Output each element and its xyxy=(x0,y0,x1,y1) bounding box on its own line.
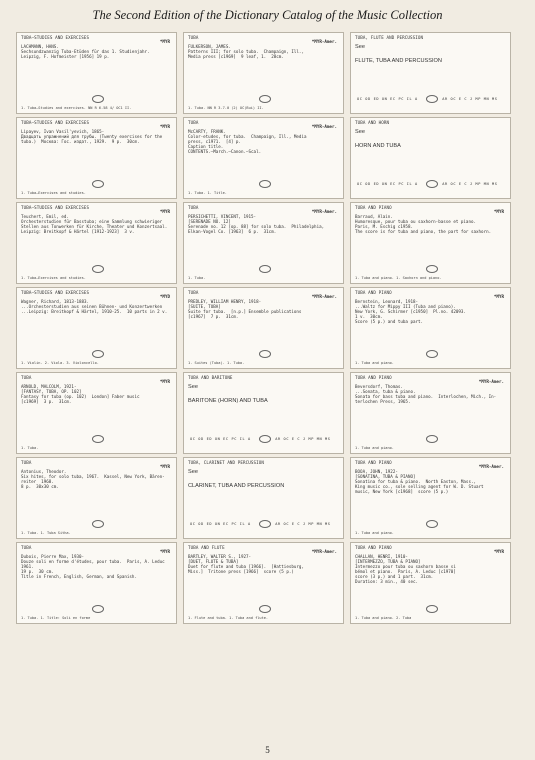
code-right: AR OC E C J MP MN MS xyxy=(442,181,498,186)
card-body: CHALLAN, HENRI, 1910- [INTERMEZZO, TUBA & PIANO] Intermezzo pour tuba ou saxhorn basse si bémol et piano. Paris, A. Leduc [c1970] score (3 p.) and 1 part. 31cm. Duration: 3 min., 40 sec. xyxy=(355,554,456,584)
punch-hole-icon xyxy=(259,520,271,528)
punch-hole-icon xyxy=(92,435,104,443)
punch-hole-icon xyxy=(426,605,438,613)
punch-hole-icon xyxy=(426,520,438,528)
code-right: AR OC E C J MP MN MS xyxy=(275,521,331,526)
card-heading: TUBA xyxy=(188,205,199,210)
card-body: BOOA, JOHN, 1922- [SONATINA, TUBA & PIANO] Sonatina for tuba & piano. North Easton, Mass., King music co., sole selling agent for W. D. Stuart music, New York [c1968] score (5 p.) xyxy=(355,469,484,494)
card-body: See CLARINET, TUBA AND PERCUSSION xyxy=(188,469,285,489)
call-number: *MYR xyxy=(159,549,170,554)
card-body: See HORN AND TUBA xyxy=(355,129,401,149)
card-body: Beversdorf, Thomas. ...Sonata, tuba & piano. Sonata for bass tuba and piano. Interlochen, Mich., In- terlochen Press, 1965. xyxy=(355,384,497,404)
card-tracings: 1. Tuba. 1. Tuba Sitha. xyxy=(21,530,71,535)
card-body: BARTLEY, WALTER S., 1927- [DUET, FLUTE & TUBA] Duet for flute and tuba [1966]. [Hattiesburg, Miss.] Tritone press [1966] score (5 p.) xyxy=(188,554,304,574)
catalog-card xyxy=(16,117,177,199)
card-heading: TUBA xyxy=(21,545,32,550)
card-tracings: 1. Suites (Tuba). 1. Tuba. xyxy=(188,360,245,365)
card-heading: TUBA—STUDIES AND EXERCISES xyxy=(21,205,90,210)
card-heading: TUBA AND FLUTE xyxy=(188,545,225,550)
punch-hole-icon xyxy=(426,180,438,188)
card-tracings: 1. Tuba. 1. Title. xyxy=(188,190,227,195)
punch-hole-icon xyxy=(92,180,104,188)
card-heading: TUBA AND PIANO xyxy=(355,375,392,380)
card-body: Teuchert, Emil, ed. Orchesterstudien für Basstuba; eine Sammlung schwieriger Stellen aus Tonwerken für Kirche, Theater und Konzertsaal. Leipzig: Breitkopf & Härtel [1912-1923] 3 v. xyxy=(21,214,168,234)
call-number: *MYR xyxy=(159,379,170,384)
punch-hole-icon xyxy=(259,180,271,188)
code-left: OC OD ED ON EC PC IL A xyxy=(190,436,251,441)
catalog-card xyxy=(16,202,177,284)
punch-hole-icon xyxy=(259,265,271,273)
punch-hole-icon xyxy=(259,95,271,103)
call-number: *MYR-Amer. xyxy=(311,294,337,299)
card-tracings: 1. Tuba and piano. xyxy=(355,530,394,535)
card-heading: TUBA AND PIANO xyxy=(355,545,392,550)
card-body: Dubois, Pierre Max, 1930- Douze soli en forme d'études, pour tuba. Paris, A. Leduc 1961. 19 p. 30 cm. Title in French, English, German, and Spanish. xyxy=(21,554,165,579)
card-body: Barraud, Alain. Humoresque, pour tuba ou saxhorn-basse et piano. Paris, M. Eschig c1958. The score is for tuba and piano, the part for saxhorn. xyxy=(355,214,492,234)
page-number: 5 xyxy=(265,745,270,755)
punch-hole-icon xyxy=(92,520,104,528)
catalog-card xyxy=(16,287,177,369)
catalog-card xyxy=(183,202,344,284)
card-body: LACHMANN, HANS. Sechsundzwanzig Tuba-Etüden für das 1. Studienjahr. Leipzig, F. Hofmeister [1956] 19 p. xyxy=(21,44,150,59)
card-tracings: 1. Tuba and piano. 2. Tuba xyxy=(355,615,412,620)
call-number: *MYR xyxy=(159,39,170,44)
card-heading: TUBA, FLUTE AND PERCUSSION xyxy=(355,35,424,40)
card-heading: TUBA xyxy=(21,460,32,465)
catalog-card xyxy=(183,542,344,624)
punch-hole-icon xyxy=(92,605,104,613)
punch-hole-icon xyxy=(426,350,438,358)
punch-hole-icon xyxy=(92,95,104,103)
card-tracings: 1. Tuba and piano. xyxy=(355,360,394,365)
card-heading: TUBA AND PIANO xyxy=(355,205,392,210)
card-body: PREDLEY, WILLIAM HENRY, 1918- [SUITE, TUBA] Suite for tuba. [n.p.] Ensemble publications [c1967] 7 p. 31cm. xyxy=(188,299,302,319)
card-heading: TUBA—STUDIES AND EXERCISES xyxy=(21,35,90,40)
punch-hole-icon xyxy=(259,350,271,358)
punch-hole-icon xyxy=(426,435,438,443)
card-body: FULKERSON, JAMES. Patterns III; for solo tuba. Champaign, Ill., Media press [c1969] 9 leaf, 1. 28cm. xyxy=(188,44,304,59)
call-number: *MYR xyxy=(493,294,504,299)
page-header: The Second Edition of the Dictionary Catalog of the Music Collection xyxy=(92,8,443,22)
card-heading: TUBA—STUDIES AND EXERCISES xyxy=(21,290,90,295)
card-body: Bernstein, Leonard, 1918- ...Waltz for Mippy III (Tuba and piano). New York, G. Schirmer [c1950] Pl.no. 42093. 1 v. 30cm. Score (5 p.) and tuba part. xyxy=(355,299,466,324)
code-right: AR OC E C J MP MN MS xyxy=(275,436,331,441)
catalog-card xyxy=(183,287,344,369)
card-body: PERSICHETTI, VINCENT, 1915- [SERENADE NO. 12] Serenade no. 12 [op. 88] for solo tuba. Philadelphia, Elkan-Vogel Co. [1963] 6 p. 31cm. xyxy=(188,214,325,234)
card-tracings: 1. Tuba. NN R 3.7.0 (2) OC(Bui) II. xyxy=(188,105,264,110)
card-body: Antonius, Theodor. Six hites, for solo tuba, 1967. Kassel, New York, Bären- reiter 1968. 8 p. 30x30 cm. xyxy=(21,469,165,489)
card-body: McCARTY, FRANK. Color-etudes, for tuba. Champaign, Ill., Media press, c1971. [4] p. Caption title. CONTENTS.—March.—Canon.—Scal. xyxy=(188,129,307,154)
catalog-card xyxy=(183,457,344,539)
card-heading: TUBA xyxy=(21,375,32,380)
card-heading: TUBA AND PIANO xyxy=(355,290,392,295)
catalog-card xyxy=(183,117,344,199)
card-body: Lipayev, Ivan Vasil'yevich, 1865- Двадцать упражнений для трубы. (Twenty exercises for the tuba.) Москва: Гос. издат., 1929. 9 p. 30cm. xyxy=(21,129,163,144)
call-number: *MYR-Amer. xyxy=(311,124,337,129)
punch-hole-icon xyxy=(92,350,104,358)
call-number: *MYR xyxy=(493,549,504,554)
catalog-card xyxy=(183,32,344,114)
card-tracings: 1. Tuba—Exercises and studies. xyxy=(21,190,86,195)
card-heading: TUBA xyxy=(188,120,199,125)
code-left: OC OD ED ON EC PC IL A xyxy=(190,521,251,526)
call-number: *MYR xyxy=(159,464,170,469)
catalog-card xyxy=(16,542,177,624)
card-tracings: 1. Tuba and piano. 1. Saxhorn and piano. xyxy=(355,275,442,280)
card-tracings: 1. Tuba—Studies and exercises. NN R 6.58 4/ OC1 II. xyxy=(21,105,132,110)
catalog-card xyxy=(183,372,344,454)
card-body: ARNOLD, MALCOLM, 1921- [FANTASY, TUBA, OP. 102] Fantasy for tuba (op. 102) London] Faber music [c1969] 3 p. 31cm. xyxy=(21,384,140,404)
call-number: *MYR xyxy=(159,209,170,214)
card-heading: TUBA, CLARINET AND PERCUSSION xyxy=(188,460,265,465)
punch-hole-icon xyxy=(92,265,104,273)
card-body: See FLUTE, TUBA AND PERCUSSION xyxy=(355,44,442,64)
catalog-card xyxy=(350,32,511,114)
card-heading: TUBA AND BARITONE xyxy=(188,375,233,380)
punch-hole-icon xyxy=(259,435,271,443)
call-number: *MYD xyxy=(159,294,170,299)
catalog-card xyxy=(16,372,177,454)
card-heading: TUBA AND HORN xyxy=(355,120,390,125)
card-heading: TUBA xyxy=(188,35,199,40)
catalog-card xyxy=(350,202,511,284)
card-heading: TUBA xyxy=(188,290,199,295)
punch-hole-icon xyxy=(426,265,438,273)
code-left: OC OD ED ON EC PC IL A xyxy=(357,181,418,186)
call-number: *MYR-Amer. xyxy=(311,209,337,214)
call-number: *MYR-Amer. xyxy=(311,549,337,554)
card-tracings: 1. Flute and tuba. 1. Tuba and flute. xyxy=(188,615,269,620)
call-number: *MYR xyxy=(159,124,170,129)
code-left: OC OD ED ON EC PC IL A xyxy=(357,96,418,101)
catalog-card xyxy=(350,372,511,454)
punch-hole-icon xyxy=(426,95,438,103)
card-heading: TUBA AND PIANO xyxy=(355,460,392,465)
card-body: Wagner, Richard, 1813-1883. ...Orchesterstudien aus seinen Bühnen- und Konzertwerken ...Leipzig: Breitkopf & Härtel, 1910-25. 10 parts in 2 v. xyxy=(21,299,168,314)
catalog-card xyxy=(350,287,511,369)
card-grid xyxy=(16,32,511,709)
card-heading: TUBA—STUDIES AND EXERCISES xyxy=(21,120,90,125)
card-tracings: 1. Violin. 2. Viola. 3. Violoncello. xyxy=(21,360,99,365)
card-body: See BARITONE (HORN) AND TUBA xyxy=(188,384,268,404)
card-tracings: 1. Tuba. 1. Title: Soli en forme xyxy=(21,615,91,620)
card-tracings: 1. Tuba and piano. xyxy=(355,445,394,450)
punch-hole-icon xyxy=(259,605,271,613)
card-tracings: 1. Tuba. xyxy=(188,275,206,280)
code-right: AR OC E C J MP MN MS xyxy=(442,96,498,101)
call-number: *MYR-Amer. xyxy=(311,39,337,44)
catalog-card xyxy=(16,457,177,539)
catalog-card xyxy=(350,542,511,624)
catalog-card xyxy=(350,117,511,199)
call-number: *MYR-Amer. xyxy=(478,379,504,384)
card-tracings: 1. Tuba—Exercises and studies. xyxy=(21,275,86,280)
call-number: *MYR-Amer. xyxy=(478,464,504,469)
catalog-card xyxy=(350,457,511,539)
card-tracings: 1. Tuba. xyxy=(21,445,39,450)
catalog-card xyxy=(16,32,177,114)
call-number: *MYR xyxy=(493,209,504,214)
